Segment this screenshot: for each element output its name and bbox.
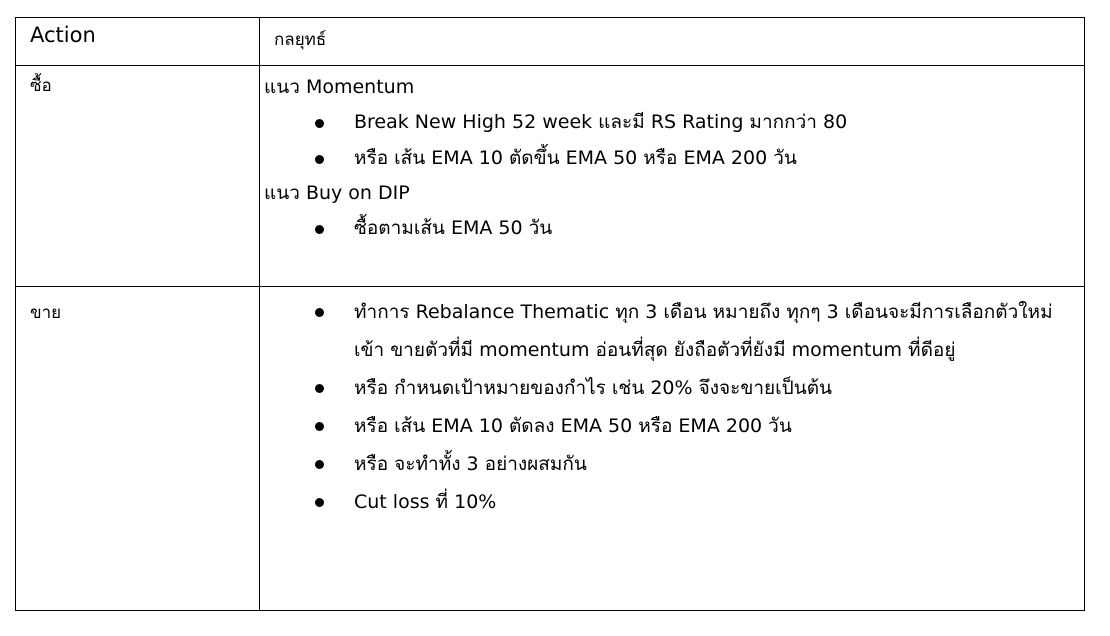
header-strategy-label: กลยุทธ์ <box>274 30 327 50</box>
table-header-row <box>16 18 1085 66</box>
list-item: ทำการ Rebalance Thematic ทุก 3 เดือน หมายถึง ทุกๆ 3 เดือนจะมีการเลือกตัวใหม่เข้า ขายตัวที่มี momentum อ่อนที่สุด ยังถือตัวที่ยังมี momentum ที่ดีอยู่ <box>264 293 1074 369</box>
strategy-cell-buy <box>260 66 1085 287</box>
list-item: ซื้อตามเส้น EMA 50 วัน <box>264 210 1074 246</box>
action-label-sell: ขาย <box>30 303 62 323</box>
list-item: หรือ เส้น EMA 10 ตัดลง EMA 50 หรือ EMA 200 วัน <box>264 407 1074 445</box>
header-action-label: Action <box>30 23 96 47</box>
strategy-cell-sell <box>260 287 1085 611</box>
bullet-list-momentum <box>264 104 1074 176</box>
header-cell-action <box>16 18 260 66</box>
list-item: Cut loss ที่ 10% <box>264 483 1074 521</box>
table-row-sell <box>16 287 1085 611</box>
list-item: หรือ กำหนดเป้าหมายของกำไร เช่น 20% จึงจะขายเป็นต้น <box>264 369 1074 407</box>
section-heading-momentum: แนว Momentum <box>264 76 415 98</box>
bullet-list-buy-on-dip <box>264 210 1074 246</box>
list-item: Break New High 52 week และมี RS Rating มากกว่า 80 <box>264 104 1074 140</box>
section-heading-buy-on-dip: แนว Buy on DIP <box>264 182 410 204</box>
action-label-buy: ซื้อ <box>30 76 52 96</box>
action-cell-buy <box>16 66 260 287</box>
list-item: หรือ จะทำทั้ง 3 อย่างผสมกัน <box>264 445 1074 483</box>
header-cell-strategy <box>260 18 1085 66</box>
action-cell-sell <box>16 287 260 611</box>
list-item: หรือ เส้น EMA 10 ตัดขึ้น EMA 50 หรือ EMA 200 วัน <box>264 140 1074 176</box>
bullet-list-sell <box>264 293 1074 521</box>
table-row-buy <box>16 66 1085 287</box>
strategy-table <box>15 17 1085 611</box>
